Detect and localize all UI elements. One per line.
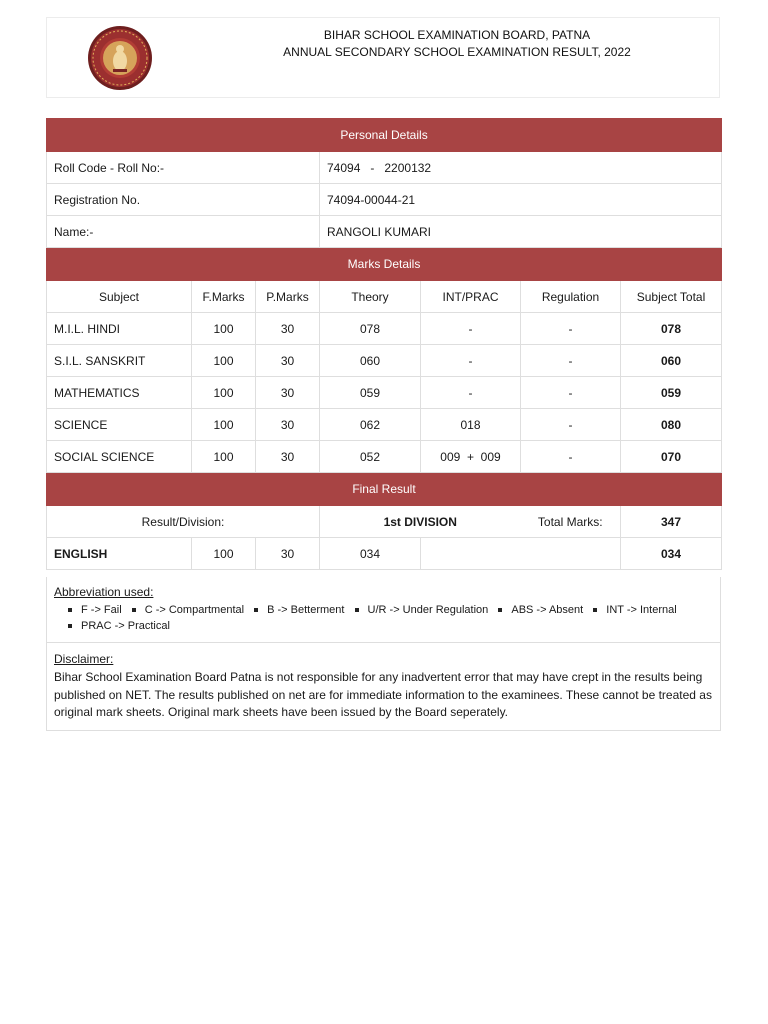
pmarks-cell: 30 [256, 538, 320, 570]
extra-subject-row [47, 538, 722, 570]
result-table [46, 118, 722, 570]
col-fmarks: F.Marks [192, 281, 256, 313]
notes-box [46, 577, 721, 731]
subject-name: SCIENCE [47, 409, 192, 441]
name-value: RANGOLI KUMARI [320, 216, 722, 248]
list-item: INT -> Internal [599, 602, 676, 618]
list-item: U/R -> Under Regulation [361, 602, 489, 618]
theory-cell: 052 [320, 441, 421, 473]
col-theory: Theory [320, 281, 421, 313]
subject-name: M.I.L. HINDI [47, 313, 192, 345]
exam-title: ANNUAL SECONDARY SCHOOL EXAMINATION RESULT, 2022 [283, 45, 631, 59]
abbreviation-list [54, 602, 713, 634]
regulation-cell: - [521, 313, 621, 345]
registration-label: Registration No. [47, 184, 320, 216]
roll-row [47, 152, 722, 184]
theory-cell: 060 [320, 345, 421, 377]
regulation-cell: - [521, 377, 621, 409]
name-label: Name:- [47, 216, 320, 248]
theory-cell: 059 [320, 377, 421, 409]
list-item: ABS -> Absent [504, 602, 583, 618]
col-intprac: INT/PRAC [421, 281, 521, 313]
personal-details-title: Personal Details [47, 119, 722, 152]
name-row [47, 216, 722, 248]
registration-value: 74094-00044-21 [320, 184, 722, 216]
final-result-title: Final Result [47, 473, 722, 506]
theory-cell: 034 [320, 538, 421, 570]
table-row [47, 409, 722, 441]
pmarks-cell: 30 [256, 409, 320, 441]
table-row [47, 313, 722, 345]
total-marks-label: Total Marks: [521, 506, 621, 538]
final-result-band [47, 473, 722, 506]
abbreviation-section [47, 577, 720, 643]
registration-row [47, 184, 722, 216]
pmarks-cell: 30 [256, 441, 320, 473]
abbreviation-title: Abbreviation used: [54, 585, 154, 599]
col-regulation: Regulation [521, 281, 621, 313]
intprac-cell: 018 [421, 409, 521, 441]
subject-total-cell: 060 [621, 345, 722, 377]
fmarks-cell: 100 [192, 313, 256, 345]
subject-total-cell: 078 [621, 313, 722, 345]
regulation-cell: - [521, 441, 621, 473]
fmarks-cell: 100 [192, 345, 256, 377]
subject-name: MATHEMATICS [47, 377, 192, 409]
subject-total-cell: 034 [621, 538, 722, 570]
bseb-seal-icon [87, 25, 153, 91]
total-marks-value: 347 [621, 506, 722, 538]
disclaimer-text: Bihar School Examination Board Patna is not responsible for any inadvertent error that may have crept in the results being published on NET. The results published on net are for immediate information to the examinees. These cannot be treated as original mark sheets. Original mark sheets have been issued by the Board seperately. [54, 670, 712, 719]
result-header [46, 17, 720, 98]
pmarks-cell: 30 [256, 345, 320, 377]
col-pmarks: P.Marks [256, 281, 320, 313]
fmarks-cell: 100 [192, 377, 256, 409]
theory-cell: 062 [320, 409, 421, 441]
pmarks-cell: 30 [256, 377, 320, 409]
marks-header-row [47, 281, 722, 313]
marks-details-title: Marks Details [47, 248, 722, 281]
roll-label: Roll Code - Roll No:- [47, 152, 320, 184]
board-title: BIHAR SCHOOL EXAMINATION BOARD, PATNA [323, 28, 591, 42]
intprac-cell: - [421, 345, 521, 377]
division-value: 1st DIVISION [320, 506, 521, 538]
theory-cell: 078 [320, 313, 421, 345]
list-item: C -> Compartmental [138, 602, 244, 618]
division-label: Result/Division: [47, 506, 320, 538]
header-titles [277, 27, 637, 61]
disclaimer-section [47, 643, 720, 730]
intprac-cell: - [421, 313, 521, 345]
subject-total-cell: 059 [621, 377, 722, 409]
fmarks-cell: 100 [192, 409, 256, 441]
roll-value: 74094 - 2200132 [320, 152, 722, 184]
subject-name: ENGLISH [47, 538, 192, 570]
disclaimer-title: Disclaimer: [54, 652, 114, 666]
regulation-cell: - [521, 409, 621, 441]
personal-details-band [47, 119, 722, 152]
empty-cell [421, 538, 621, 570]
table-row [47, 377, 722, 409]
subject-total-cell: 080 [621, 409, 722, 441]
col-subject: Subject [47, 281, 192, 313]
regulation-cell: - [521, 345, 621, 377]
list-item: B -> Betterment [260, 602, 344, 618]
fmarks-cell: 100 [192, 441, 256, 473]
marks-details-band [47, 248, 722, 281]
subject-total-cell: 070 [621, 441, 722, 473]
table-row [47, 345, 722, 377]
col-subject-total: Subject Total [621, 281, 722, 313]
division-row [47, 506, 722, 538]
list-item: PRAC -> Practical [74, 618, 170, 634]
subject-name: SOCIAL SCIENCE [47, 441, 192, 473]
fmarks-cell: 100 [192, 538, 256, 570]
pmarks-cell: 30 [256, 313, 320, 345]
subject-name: S.I.L. SANSKRIT [47, 345, 192, 377]
intprac-cell: 009 + 009 [421, 441, 521, 473]
table-row [47, 441, 722, 473]
intprac-cell: - [421, 377, 521, 409]
list-item: F -> Fail [74, 602, 122, 618]
